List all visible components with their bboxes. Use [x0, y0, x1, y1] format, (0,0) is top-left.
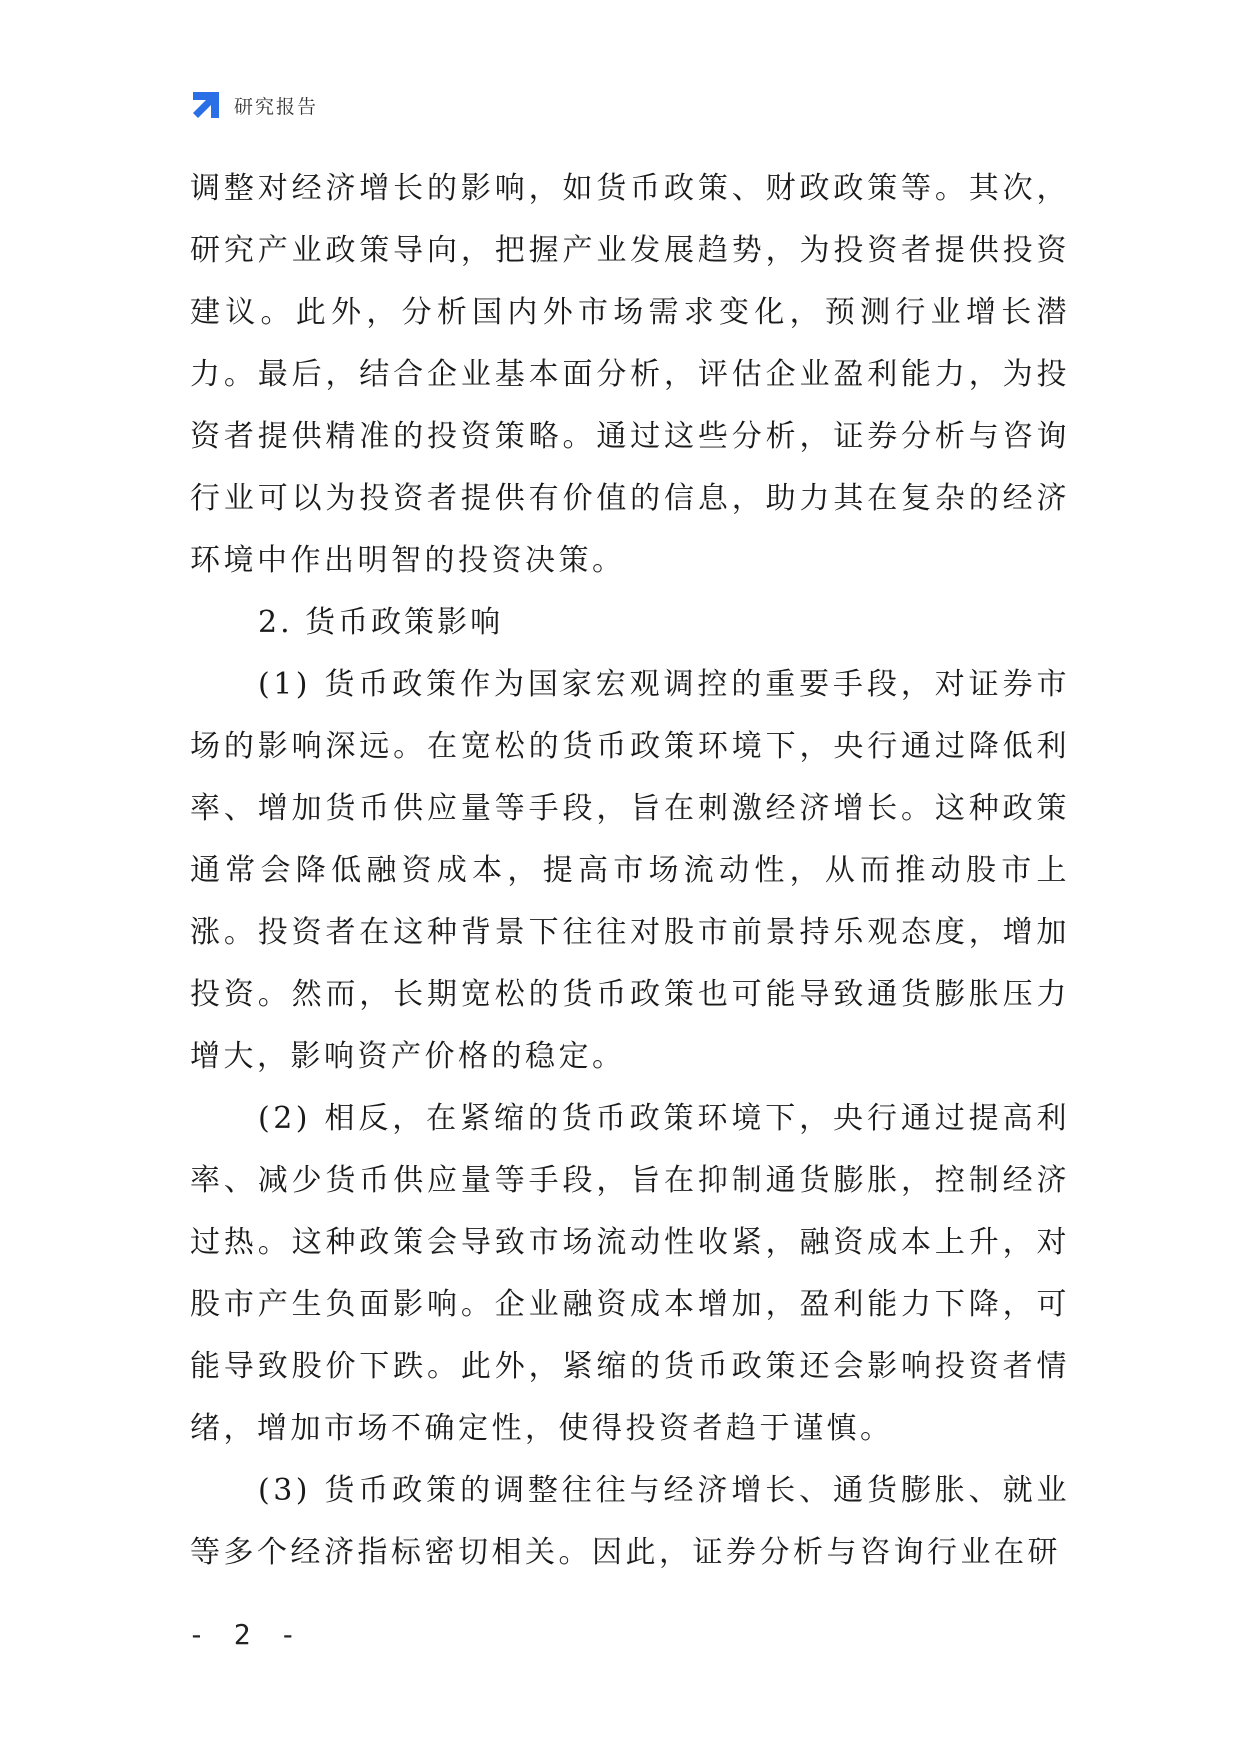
page-number: - 2 - [188, 1618, 303, 1651]
paragraph-2: (2) 相反，在紧缩的货币政策环境下，央行通过提高利率、减少货币供应量等手段，旨在抑制通货膨胀，控制经济过热。这种政策会导致市场流动性收紧，融资成本上升，对股市产生负面影响。企业融资成本增加，盈利能力下降，可能导致股价下跌。此外，紧缩的货币政策还会影响投资者情绪，增加市场不确定性，使得投资者趋于谨慎。 [190, 1101, 1070, 1446]
paragraph-3: (3) 货币政策的调整往往与经济增长、通货膨胀、就业等多个经济指标密切相关。因此，证券分析与咨询行业在研 [190, 1473, 1070, 1570]
document-body [190, 158, 1070, 1584]
arrow-up-right-logo-icon [190, 89, 222, 121]
page-header [190, 88, 318, 122]
paragraph-intro: 调整对经济增长的影响，如货币政策、财政政策等。其次，研究产业政策导向，把握产业发展趋势，为投资者提供投资建议。此外，分析国内外市场需求变化，预测行业增长潜力。最后，结合企业基本面分析，评估企业盈利能力，为投资者提供精准的投资策略。通过这些分析，证券分析与咨询行业可以为投资者提供有价值的信息，助力其在复杂的经济环境中作出明智的投资决策。 [190, 171, 1070, 578]
paragraph-1: (1) 货币政策作为国家宏观调控的重要手段，对证券市场的影响深远。在宽松的货币政策环境下，央行通过降低利率、增加货币供应量等手段，旨在刺激经济增长。这种政策通常会降低融资成本，提高市场流动性，从而推动股市上涨。投资者在这种背景下往往对股市前景持乐观态度，增加投资。然而，长期宽松的货币政策也可能导致通货膨胀压力增大，影响资产价格的稳定。 [190, 667, 1070, 1074]
section-heading: 2. 货币政策影响 [258, 605, 504, 640]
header-title: 研究报告 [234, 95, 319, 118]
